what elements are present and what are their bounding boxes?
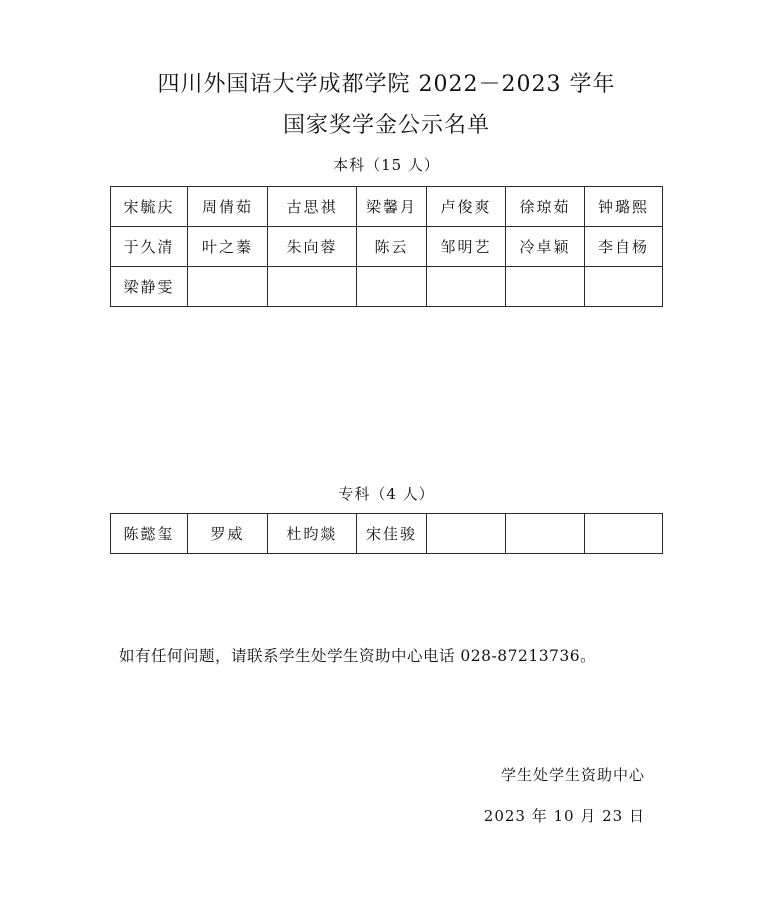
junior-college-heading: 专科（4 人） [338, 485, 435, 503]
name-cell: 宋毓庆 [111, 187, 188, 227]
signature-organization: 学生处学生资助中心 [500, 766, 645, 784]
contact-notice: 如有任何问题，请联系学生处学生资助中心电话 028-87213736。 [119, 647, 597, 665]
empty-cell [427, 267, 506, 307]
table-row [111, 227, 663, 267]
undergraduate-heading: 本科（15 人） [333, 156, 440, 174]
empty-cell [506, 267, 585, 307]
table-row [111, 267, 663, 307]
empty-cell [585, 267, 663, 307]
name-cell: 周倩茹 [188, 187, 268, 227]
name-cell: 邹明艺 [427, 227, 506, 267]
name-cell: 梁馨月 [357, 187, 427, 227]
name-cell: 钟璐熙 [585, 187, 663, 227]
name-cell: 朱向蓉 [268, 227, 357, 267]
empty-cell [427, 514, 506, 554]
undergraduate-table [110, 186, 663, 307]
empty-cell [357, 267, 427, 307]
junior-college-table [110, 513, 663, 554]
name-cell: 徐琼茹 [506, 187, 585, 227]
name-cell: 李自杨 [585, 227, 663, 267]
name-cell: 叶之蓁 [188, 227, 268, 267]
name-cell: 卢俊爽 [427, 187, 506, 227]
name-cell: 于久清 [111, 227, 188, 267]
name-cell: 梁静雯 [111, 267, 188, 307]
table-row [111, 187, 663, 227]
document-title-line2: 国家奖学金公示名单 [282, 113, 490, 138]
name-cell: 宋佳骏 [357, 514, 427, 554]
document-title-line1: 四川外国语大学成都学院 2022－2023 学年 [157, 72, 616, 97]
empty-cell [188, 267, 268, 307]
empty-cell [506, 514, 585, 554]
empty-cell [268, 267, 357, 307]
empty-cell [585, 514, 663, 554]
name-cell: 陈懿玺 [111, 514, 188, 554]
name-cell: 陈云 [357, 227, 427, 267]
name-cell: 罗威 [188, 514, 268, 554]
table-row [111, 514, 663, 554]
signature-date: 2023 年 10 月 23 日 [483, 807, 645, 825]
name-cell: 杜昀燚 [268, 514, 357, 554]
name-cell: 古思祺 [268, 187, 357, 227]
name-cell: 冷卓颖 [506, 227, 585, 267]
